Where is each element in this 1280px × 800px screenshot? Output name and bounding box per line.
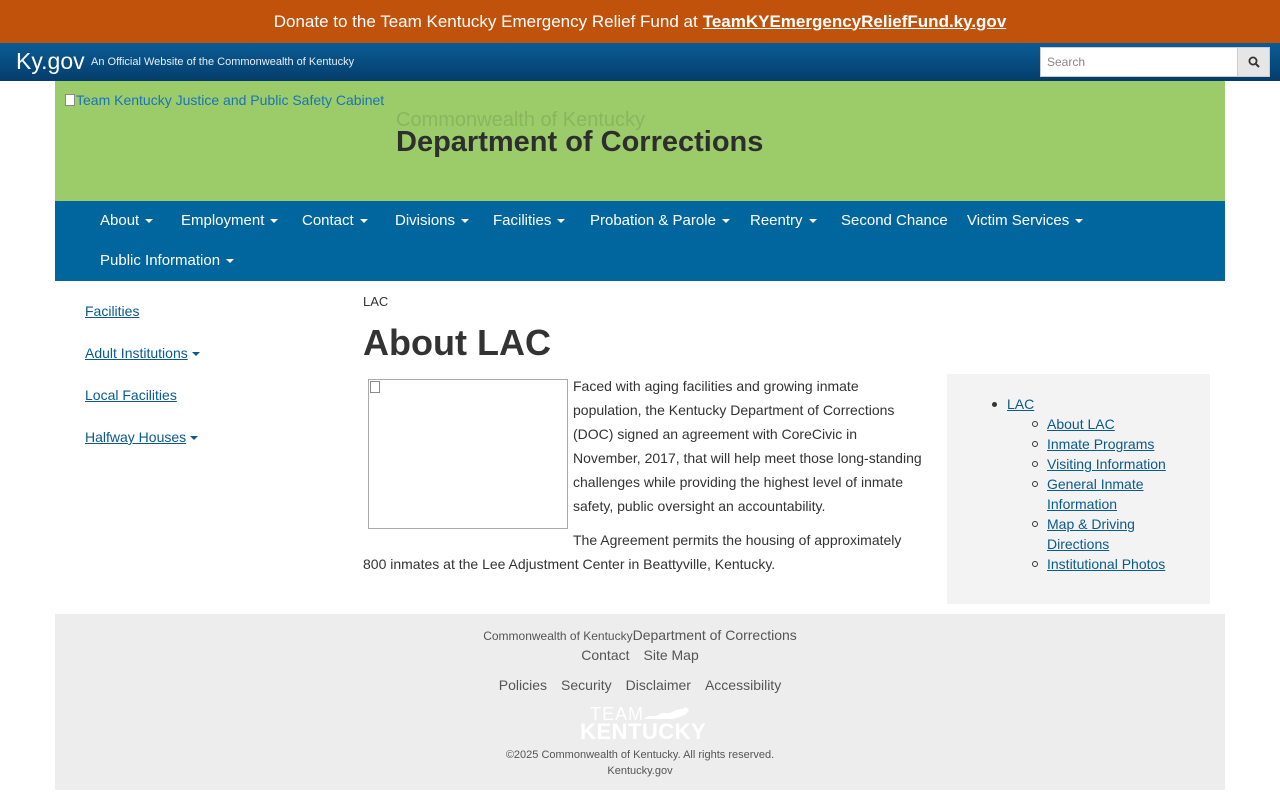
nav-item-facilities[interactable] [493, 211, 565, 231]
section-nav-link-visiting[interactable]: Visiting Information [1047, 456, 1166, 472]
search-icon [1248, 56, 1260, 68]
nav-item-employment[interactable] [181, 211, 278, 231]
circle-bullet-icon [1032, 421, 1038, 427]
section-nav-link-photos[interactable]: Institutional Photos [1047, 556, 1166, 572]
donate-link[interactable]: TeamKYEmergencyReliefFund.ky.gov [702, 11, 1007, 31]
footer-commonwealth: Commonwealth of Kentucky [483, 629, 633, 643]
bullet-icon [992, 402, 997, 407]
circle-bullet-icon [1032, 561, 1038, 567]
nav-label: Victim Services [967, 212, 1070, 229]
sidebar-item-label: Local Facilities [85, 387, 177, 403]
breadcrumb: LAC [363, 294, 389, 309]
footer [55, 614, 1225, 790]
team-kentucky-logo[interactable] [580, 704, 707, 744]
circle-bullet-icon [1032, 481, 1038, 487]
broken-image-icon [370, 381, 380, 393]
footer-link-disclaimer[interactable]: Disclaimer [625, 677, 691, 693]
caret-down-icon [1075, 219, 1083, 223]
circle-bullet-icon [1032, 461, 1038, 467]
article-paragraph: The Agreement permits the housing of approximately 800 inmates at the Lee Adjustment Center in Beattyville, Kentucky. [363, 532, 902, 572]
nav-label: Facilities [493, 212, 552, 229]
nav-item-about[interactable] [100, 211, 153, 231]
footer-copyright: ©2025 Commonwealth of Kentucky. All rights reserved. [505, 749, 775, 761]
donate-text: Donate to the Team Kentucky Emergency Relief Fund at [273, 11, 698, 31]
caret-down-icon [809, 219, 817, 223]
donate-banner [0, 0, 1280, 43]
agency-banner [55, 81, 1225, 201]
nav-label: Public Information [100, 252, 221, 269]
nav-label: Contact [302, 212, 354, 229]
footer-logo-line2: KENTUCKY [580, 719, 707, 744]
nav-label: Reentry [750, 212, 803, 229]
section-nav-link-directions[interactable]: Map & Driving Directions [1047, 516, 1135, 552]
footer-department[interactable]: Department of Corrections [632, 627, 797, 643]
footer-links-primary [55, 647, 1225, 663]
sidebar-item-local-facilities[interactable] [85, 387, 177, 403]
nav-label: Employment [181, 212, 265, 229]
footer-agency [55, 627, 1225, 643]
nav-item-probation-parole[interactable] [590, 211, 730, 231]
footer-links-legal [55, 677, 1225, 693]
footer-link-contact[interactable]: Contact [581, 647, 630, 663]
caret-down-icon [145, 219, 153, 223]
sidebar-item-halfway-houses[interactable] [85, 429, 198, 445]
facility-image [368, 379, 568, 529]
caret-down-icon [190, 436, 198, 440]
search-button[interactable] [1237, 47, 1270, 77]
section-nav-link-general-info[interactable]: General Inmate Information [1047, 476, 1144, 512]
caret-down-icon [557, 219, 565, 223]
banner-title[interactable]: Department of Corrections [396, 126, 764, 158]
nav-item-public-information[interactable] [100, 251, 234, 271]
search-input[interactable] [1040, 47, 1238, 77]
caret-down-icon [461, 219, 469, 223]
section-nav-box [947, 374, 1210, 604]
nav-label: About [100, 212, 140, 229]
cabinet-logo-alt: Team Kentucky Justice and Public Safety Cabinet [76, 92, 385, 108]
article-body [363, 374, 923, 586]
sidebar-item-label: Adult Institutions [85, 345, 188, 361]
kygov-tagline: An Official Website of the Commonwealth of Kentucky [91, 56, 355, 68]
circle-bullet-icon [1032, 521, 1038, 527]
page-title: About LAC [363, 322, 551, 363]
nav-item-reentry[interactable] [750, 211, 817, 231]
footer-logo-line1: TEAM [590, 704, 645, 724]
caret-down-icon [722, 219, 730, 223]
footer-site[interactable]: Kentucky.gov [607, 765, 673, 777]
footer-link-security[interactable]: Security [561, 677, 612, 693]
footer-copyright-row [55, 749, 1225, 761]
broken-image-icon [65, 94, 75, 106]
sidebar-item-adult-institutions[interactable] [85, 345, 200, 361]
nav-label: Probation & Parole [590, 212, 716, 229]
article-paragraph: Faced with aging facilities and growing inmate population, the Kentucky Department of Corrections (DOC) signed an agreement with CoreCivic in November, 2017, that will help meet those long-standing challenges while providing the highest level of inmate safety, public oversight an accountability. [573, 378, 922, 514]
kygov-logo[interactable]: Ky.gov [16, 48, 85, 74]
sidebar-item-facilities[interactable] [85, 303, 139, 319]
nav-label: Second Chance [841, 212, 948, 229]
footer-link-accessibility[interactable]: Accessibility [704, 677, 782, 693]
footer-link-site-map[interactable]: Site Map [643, 647, 699, 663]
sidebar-item-label: Facilities [85, 303, 140, 319]
kygov-header [0, 43, 1280, 81]
caret-down-icon [226, 259, 234, 263]
section-nav-link-programs[interactable]: Inmate Programs [1047, 436, 1155, 452]
nav-item-divisions[interactable] [395, 211, 469, 231]
cabinet-logo[interactable] [65, 92, 384, 108]
footer-site-row [55, 765, 1225, 777]
section-nav-top-link[interactable]: LAC [1007, 396, 1035, 412]
caret-down-icon [270, 219, 278, 223]
nav-item-victim-services[interactable] [967, 211, 1083, 231]
nav-label: Divisions [395, 212, 456, 229]
nav-item-contact[interactable] [302, 211, 368, 231]
banner-supertitle: Commonwealth of Kentucky [396, 109, 646, 131]
main-navigation [55, 201, 1225, 281]
section-nav-link-about[interactable]: About LAC [1047, 416, 1115, 432]
footer-link-policies[interactable]: Policies [498, 677, 548, 693]
sidebar-item-label: Halfway Houses [85, 429, 187, 445]
circle-bullet-icon [1032, 441, 1038, 447]
caret-down-icon [360, 219, 368, 223]
caret-down-icon [192, 352, 200, 356]
nav-item-second-chance[interactable] [841, 211, 948, 231]
